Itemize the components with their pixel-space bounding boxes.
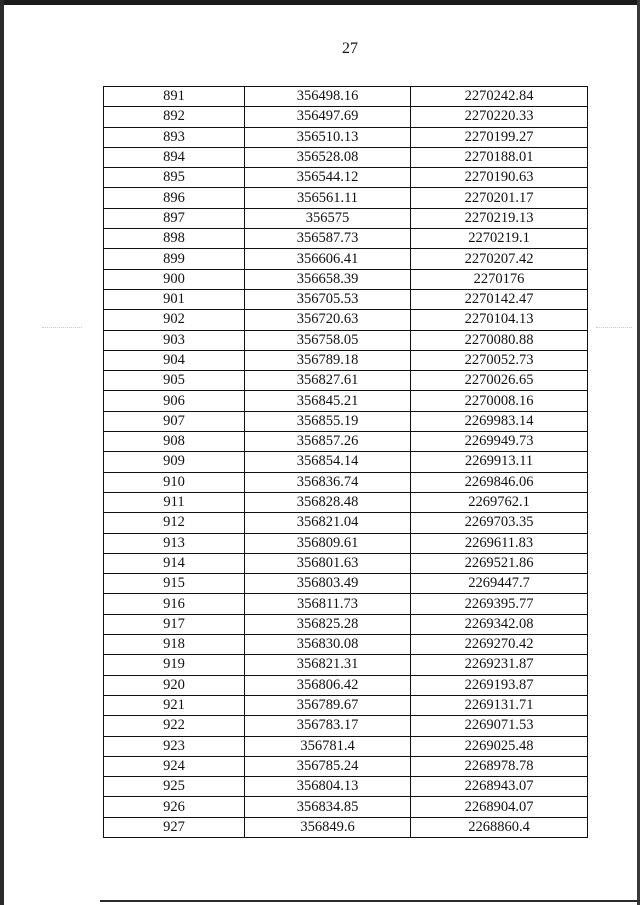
scan-border-top (0, 0, 640, 5)
x-coordinate-cell: 356720.63 (245, 310, 411, 330)
x-coordinate-cell: 356825.28 (245, 614, 411, 634)
point-number-cell: 908 (104, 432, 245, 452)
y-coordinate-cell: 2270199.27 (411, 127, 588, 147)
y-coordinate-cell: 2270201.17 (411, 188, 588, 208)
table-row (104, 147, 588, 167)
x-coordinate-cell: 356658.39 (245, 269, 411, 289)
point-number-cell: 896 (104, 188, 245, 208)
y-coordinate-cell: 2270142.47 (411, 289, 588, 309)
x-coordinate-cell: 356854.14 (245, 452, 411, 472)
x-coordinate-cell: 356849.6 (245, 817, 411, 837)
x-coordinate-cell: 356806.42 (245, 675, 411, 695)
table-row (104, 249, 588, 269)
table-row (104, 472, 588, 492)
x-coordinate-cell: 356785.24 (245, 756, 411, 776)
y-coordinate-cell: 2270008.16 (411, 391, 588, 411)
table-row (104, 533, 588, 553)
table-row (104, 452, 588, 472)
table-row (104, 229, 588, 249)
point-number-cell: 920 (104, 675, 245, 695)
y-coordinate-cell: 2269395.77 (411, 594, 588, 614)
y-coordinate-cell: 2269949.73 (411, 432, 588, 452)
x-coordinate-cell: 356781.4 (245, 736, 411, 756)
y-coordinate-cell: 2269521.86 (411, 553, 588, 573)
point-number-cell: 924 (104, 756, 245, 776)
y-coordinate-cell: 2270052.73 (411, 350, 588, 370)
y-coordinate-cell: 2270219.1 (411, 229, 588, 249)
table-row (104, 553, 588, 573)
scan-speckle-left (42, 327, 82, 328)
y-coordinate-cell: 2268904.07 (411, 797, 588, 817)
point-number-cell: 913 (104, 533, 245, 553)
y-coordinate-cell: 2270207.42 (411, 249, 588, 269)
x-coordinate-cell: 356830.08 (245, 635, 411, 655)
x-coordinate-cell: 356804.13 (245, 777, 411, 797)
page-number: 27 (342, 40, 358, 57)
point-number-cell: 921 (104, 695, 245, 715)
point-number-cell: 918 (104, 635, 245, 655)
table-row (104, 127, 588, 147)
y-coordinate-cell: 2269131.71 (411, 695, 588, 715)
point-number-cell: 895 (104, 168, 245, 188)
x-coordinate-cell: 356606.41 (245, 249, 411, 269)
table-row (104, 208, 588, 228)
table-row (104, 513, 588, 533)
y-coordinate-cell: 2268860.4 (411, 817, 588, 837)
table-row (104, 777, 588, 797)
point-number-cell: 919 (104, 655, 245, 675)
point-number-cell: 927 (104, 817, 245, 837)
y-coordinate-cell: 2269611.83 (411, 533, 588, 553)
x-coordinate-cell: 356801.63 (245, 553, 411, 573)
x-coordinate-cell: 356845.21 (245, 391, 411, 411)
table-row (104, 107, 588, 127)
table-row (104, 817, 588, 837)
y-coordinate-cell: 2269762.1 (411, 492, 588, 512)
x-coordinate-cell: 356498.16 (245, 87, 411, 107)
table-row (104, 675, 588, 695)
y-coordinate-cell: 2269703.35 (411, 513, 588, 533)
y-coordinate-cell: 2270220.33 (411, 107, 588, 127)
y-coordinate-cell: 2269342.08 (411, 614, 588, 634)
point-number-cell: 922 (104, 716, 245, 736)
y-coordinate-cell: 2269913.11 (411, 452, 588, 472)
x-coordinate-cell: 356811.73 (245, 594, 411, 614)
table-row (104, 432, 588, 452)
y-coordinate-cell: 2269447.7 (411, 574, 588, 594)
x-coordinate-cell: 356834.85 (245, 797, 411, 817)
point-number-cell: 900 (104, 269, 245, 289)
point-number-cell: 899 (104, 249, 245, 269)
x-coordinate-cell: 356510.13 (245, 127, 411, 147)
table-row (104, 492, 588, 512)
y-coordinate-cell: 2270104.13 (411, 310, 588, 330)
table-row (104, 756, 588, 776)
y-coordinate-cell: 2269025.48 (411, 736, 588, 756)
y-coordinate-cell: 2270219.13 (411, 208, 588, 228)
table-row (104, 330, 588, 350)
table-row (104, 736, 588, 756)
y-coordinate-cell: 2269071.53 (411, 716, 588, 736)
point-number-cell: 903 (104, 330, 245, 350)
x-coordinate-cell: 356836.74 (245, 472, 411, 492)
x-coordinate-cell: 356783.17 (245, 716, 411, 736)
scan-border-bottom (100, 900, 640, 902)
table-row (104, 614, 588, 634)
table-row (104, 594, 588, 614)
y-coordinate-cell: 2268978.78 (411, 756, 588, 776)
table-row (104, 391, 588, 411)
y-coordinate-cell: 2269983.14 (411, 411, 588, 431)
x-coordinate-cell: 356758.05 (245, 330, 411, 350)
table-row (104, 371, 588, 391)
point-number-cell: 923 (104, 736, 245, 756)
x-coordinate-cell: 356809.61 (245, 533, 411, 553)
point-number-cell: 905 (104, 371, 245, 391)
y-coordinate-cell: 2270026.65 (411, 371, 588, 391)
y-coordinate-cell: 2270242.84 (411, 87, 588, 107)
point-number-cell: 894 (104, 147, 245, 167)
point-number-cell: 902 (104, 310, 245, 330)
x-coordinate-cell: 356528.08 (245, 147, 411, 167)
point-number-cell: 904 (104, 350, 245, 370)
y-coordinate-cell: 2269193.87 (411, 675, 588, 695)
x-coordinate-cell: 356587.73 (245, 229, 411, 249)
point-number-cell: 907 (104, 411, 245, 431)
point-number-cell: 891 (104, 87, 245, 107)
table-row (104, 87, 588, 107)
x-coordinate-cell: 356855.19 (245, 411, 411, 431)
point-number-cell: 892 (104, 107, 245, 127)
table-row (104, 188, 588, 208)
y-coordinate-cell: 2270190.63 (411, 168, 588, 188)
table-row (104, 310, 588, 330)
x-coordinate-cell: 356544.12 (245, 168, 411, 188)
table-row (104, 289, 588, 309)
table-row (104, 574, 588, 594)
table-row (104, 635, 588, 655)
x-coordinate-cell: 356821.04 (245, 513, 411, 533)
y-coordinate-cell: 2270080.88 (411, 330, 588, 350)
point-number-cell: 893 (104, 127, 245, 147)
point-number-cell: 925 (104, 777, 245, 797)
point-number-cell: 916 (104, 594, 245, 614)
x-coordinate-cell: 356789.18 (245, 350, 411, 370)
table-row (104, 695, 588, 715)
point-number-cell: 915 (104, 574, 245, 594)
table-row (104, 411, 588, 431)
point-number-cell: 917 (104, 614, 245, 634)
table-row (104, 168, 588, 188)
x-coordinate-cell: 356497.69 (245, 107, 411, 127)
x-coordinate-cell: 356857.26 (245, 432, 411, 452)
table-row (104, 350, 588, 370)
point-number-cell: 911 (104, 492, 245, 512)
y-coordinate-cell: 2270188.01 (411, 147, 588, 167)
y-coordinate-cell: 2268943.07 (411, 777, 588, 797)
x-coordinate-cell: 356803.49 (245, 574, 411, 594)
x-coordinate-cell: 356575 (245, 208, 411, 228)
y-coordinate-cell: 2269846.06 (411, 472, 588, 492)
coordinates-table-body (104, 87, 588, 838)
point-number-cell: 910 (104, 472, 245, 492)
x-coordinate-cell: 356561.11 (245, 188, 411, 208)
table-row (104, 797, 588, 817)
point-number-cell: 909 (104, 452, 245, 472)
x-coordinate-cell: 356828.48 (245, 492, 411, 512)
point-number-cell: 901 (104, 289, 245, 309)
y-coordinate-cell: 2269231.87 (411, 655, 588, 675)
table-row (104, 269, 588, 289)
point-number-cell: 914 (104, 553, 245, 573)
point-number-cell: 912 (104, 513, 245, 533)
y-coordinate-cell: 2269270.42 (411, 635, 588, 655)
table-row (104, 716, 588, 736)
x-coordinate-cell: 356821.31 (245, 655, 411, 675)
point-number-cell: 897 (104, 208, 245, 228)
x-coordinate-cell: 356827.61 (245, 371, 411, 391)
scan-speckle-right (596, 327, 632, 328)
point-number-cell: 926 (104, 797, 245, 817)
x-coordinate-cell: 356705.53 (245, 289, 411, 309)
y-coordinate-cell: 2270176 (411, 269, 588, 289)
scan-border-left (0, 0, 4, 905)
table-row (104, 655, 588, 675)
point-number-cell: 906 (104, 391, 245, 411)
x-coordinate-cell: 356789.67 (245, 695, 411, 715)
point-number-cell: 898 (104, 229, 245, 249)
coordinates-table (103, 86, 588, 838)
